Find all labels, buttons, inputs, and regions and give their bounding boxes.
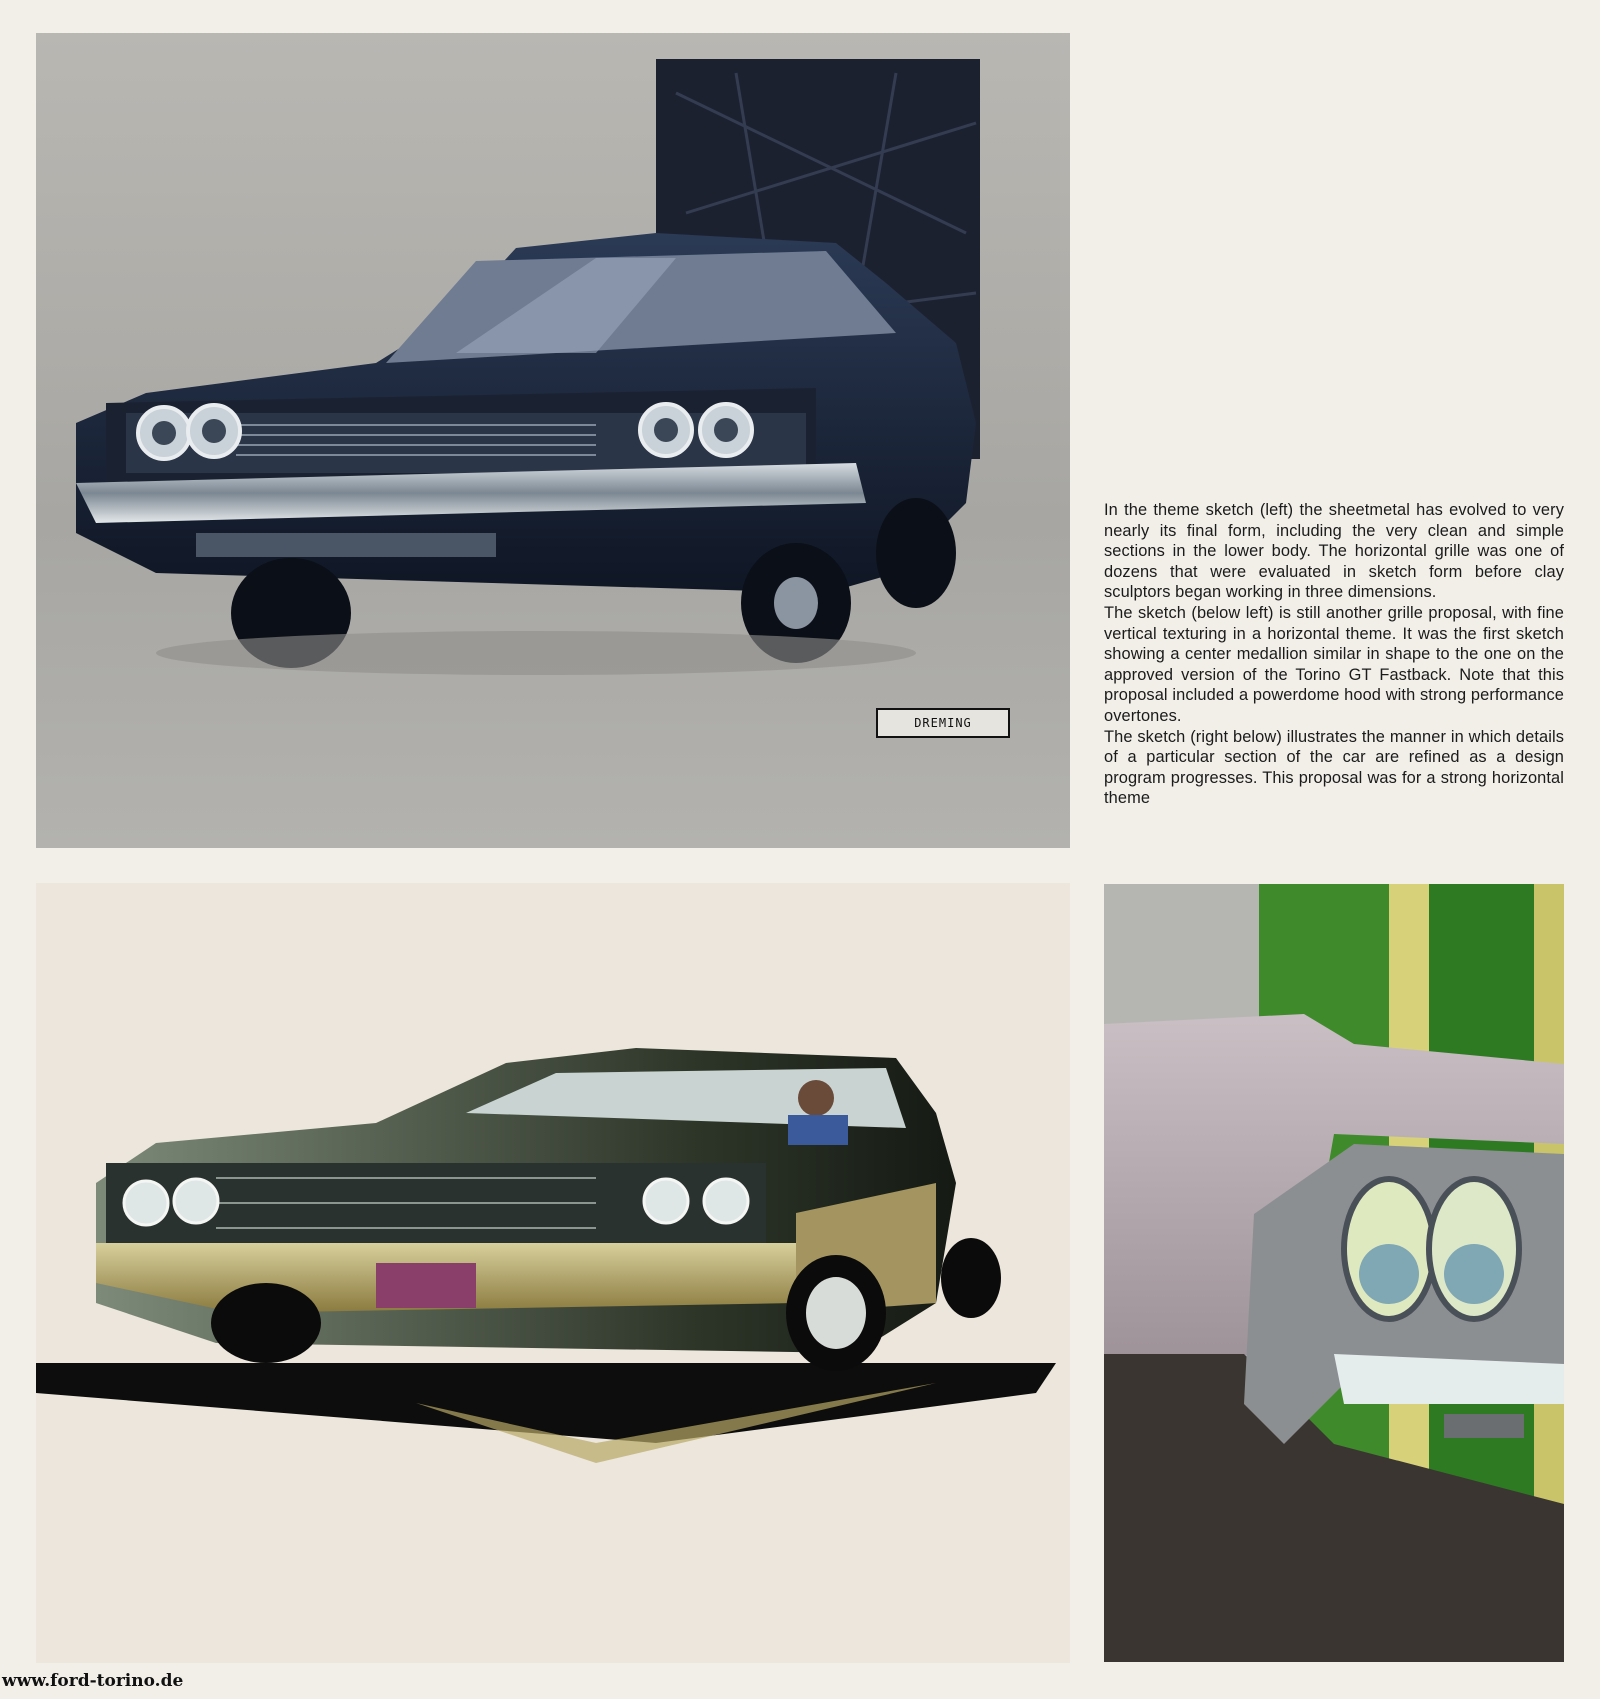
paragraph: The sketch (below left) is still another grille proposal, with fine vertical texturing in a horizontal theme. It was the first sketch showing a center medallion similar in shape to the one on the approved version of the Torino GT Fastback. Note that this proposal included a powerdome hood with strong performance overtones. <box>1104 603 1564 725</box>
article-body <box>1104 500 1564 809</box>
headlight-detail-sketch-image <box>1104 884 1564 1662</box>
grille-proposal-sketch-image <box>36 883 1070 1663</box>
paragraph: The sketch (right below) illustrates the manner in which details of a particular section of the car are refined as a design program progresses. This proposal was for a strong horizontal theme <box>1104 727 1564 808</box>
artist-signature: DREMING <box>876 708 1010 738</box>
paragraph: In the theme sketch (left) the sheetmetal has evolved to very nearly its final form, including the very clean and simple sections in the lower body. The horizontal grille was one of dozens that were evaluated in sketch form before clay sculptors began working in three dimensions. <box>1104 501 1564 602</box>
footer-url: www.ford-torino.de <box>2 1671 184 1691</box>
